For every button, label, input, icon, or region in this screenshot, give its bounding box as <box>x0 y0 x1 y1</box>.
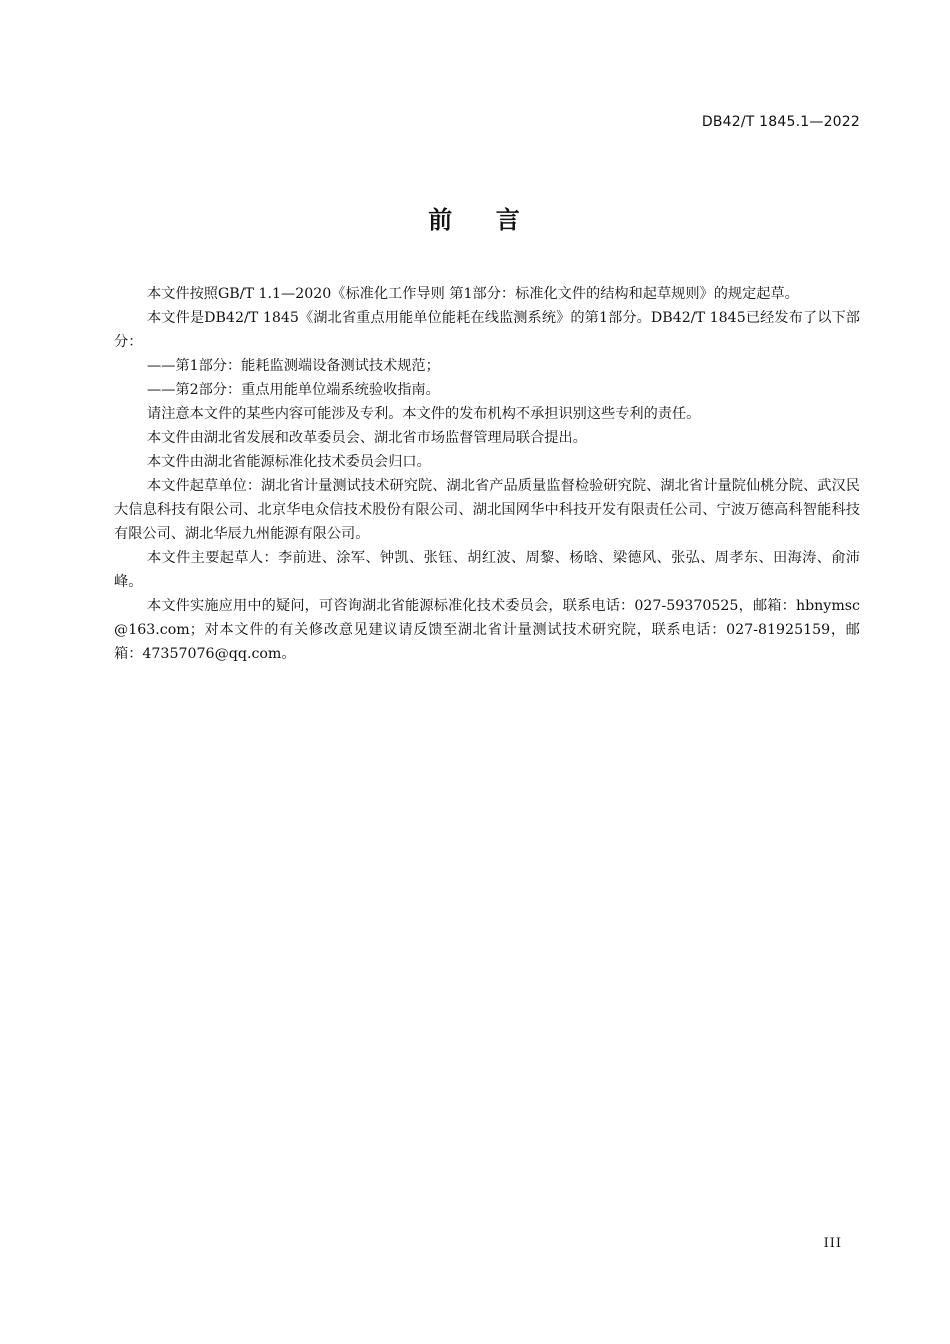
paragraph-drafting-units: 本文件起草单位：湖北省计量测试技术研究院、湖北省产品质量监督检验研究院、湖北省计量院仙桃分院、武汉民大信息科技有限公司、北京华电众信技术股份有限公司、湖北国网华中科技开发有限责任公司、宁波万德高科智能科技有限公司、湖北华辰九州能源有限公司。 <box>114 478 860 542</box>
paragraph-proposer: 本文件由湖北省发展和改革委员会、湖北省市场监督管理局联合提出。 <box>147 430 587 446</box>
page-number: III <box>823 1236 842 1251</box>
paragraph-responsible-committee: 本文件由湖北省能源标准化技术委员会归口。 <box>147 454 431 470</box>
paragraph-patent-notice: 请注意本文件的某些内容可能涉及专利。本文件的发布机构不承担识别这些专利的责任。 <box>147 406 701 422</box>
standard-code: DB42/T 1845.1—2022 <box>701 114 860 130</box>
paragraph-drafting-rules: 本文件按照GB/T 1.1—2020《标准化工作导则 第1部分：标准化文件的结构和起草规则》的规定起草。 <box>147 286 799 302</box>
document-body <box>114 282 860 666</box>
paragraph-parts-intro: 本文件是DB42/T 1845《湖北省重点用能单位能耗在线监测系统》的第1部分。DB42/T 1845已经发布了以下部分： <box>114 310 860 350</box>
page-title: 前 言 <box>428 206 522 234</box>
paragraph-contact: 本文件实施应用中的疑问，可咨询湖北省能源标准化技术委员会，联系电话：027-59370525，邮箱：hbnymsc@163.com；对本文件的有关修改意见建议请反馈至湖北省计量测试技术研究院，联系电话：027-81925159，邮箱：47357076@qq.com。 <box>114 598 860 662</box>
paragraph-drafters: 本文件主要起草人：李前进、涂军、钟凯、张钰、胡红波、周黎、杨晗、梁德风、张弘、周孝东、田海涛、俞沛峰。 <box>114 550 860 590</box>
list-item-part-1: ——第1部分：能耗监测端设备测试技术规范； <box>147 358 440 374</box>
list-item-part-2: ——第2部分：重点用能单位端系统验收指南。 <box>147 382 440 398</box>
